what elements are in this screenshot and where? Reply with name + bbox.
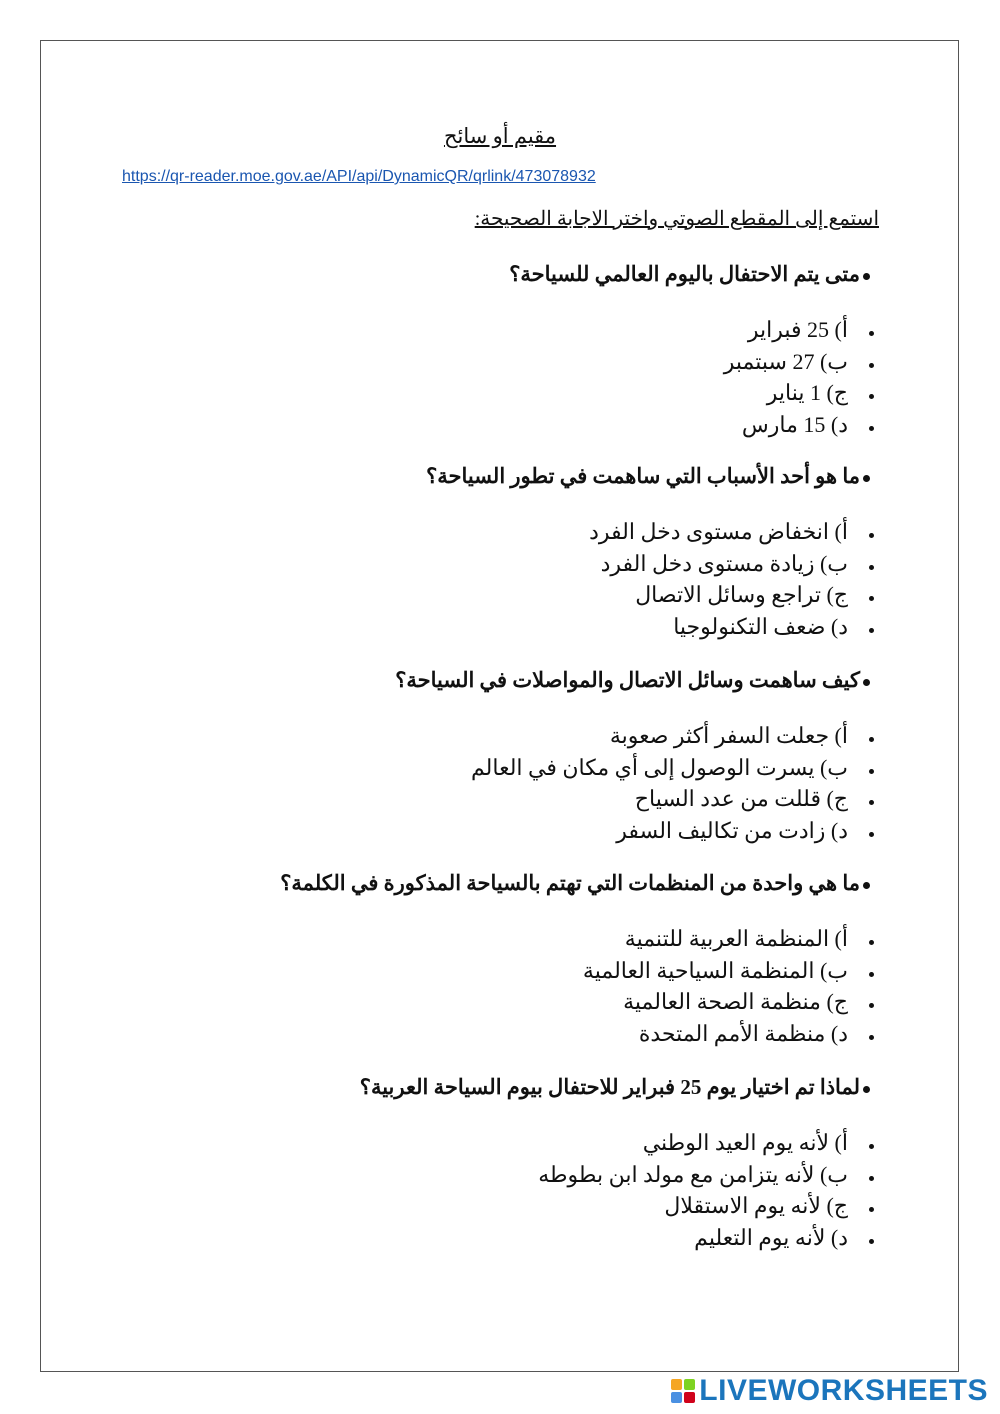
question-5: لماذا تم اختيار يوم 25 فبراير للاحتفال بيوم السياحة العربية؟ xyxy=(360,1075,870,1100)
bullet-icon xyxy=(869,1035,874,1040)
bullet-icon xyxy=(869,596,874,601)
bullet-icon xyxy=(869,972,874,977)
options-list-1 xyxy=(724,314,848,440)
option-5a[interactable]: أ) لأنه يوم العيد الوطني xyxy=(538,1127,848,1159)
bullet-icon xyxy=(869,394,874,399)
liveworksheets-logo xyxy=(671,1374,988,1408)
options-list-4 xyxy=(583,923,848,1049)
option-2d[interactable]: د) ضعف التكنولوجيا xyxy=(589,611,848,643)
bullet-icon xyxy=(869,1144,874,1149)
option-4b[interactable]: ب) المنظمة السياحية العالمية xyxy=(583,955,848,987)
option-2a[interactable]: أ) انخفاض مستوى دخل الفرد xyxy=(589,516,848,548)
worksheet-title: مقيم أو سائح xyxy=(443,124,557,148)
bullet-icon xyxy=(869,1003,874,1008)
bullet-icon xyxy=(863,679,870,686)
option-3b[interactable]: ب) يسرت الوصول إلى أي مكان في العالم xyxy=(471,752,848,784)
question-1: متى يتم الاحتفال باليوم العالمي للسياحة؟ xyxy=(509,262,870,287)
option-2b[interactable]: ب) زيادة مستوى دخل الفرد xyxy=(589,548,848,580)
option-4d[interactable]: د) منظمة الأمم المتحدة xyxy=(583,1018,848,1050)
option-2c[interactable]: ج) تراجع وسائل الاتصال xyxy=(589,579,848,611)
option-1d[interactable]: د) 15 مارس xyxy=(724,409,848,441)
bullet-icon xyxy=(863,273,870,280)
option-3c[interactable]: ج) قللت من عدد السياح xyxy=(471,783,848,815)
bullet-icon xyxy=(869,533,874,538)
options-list-3 xyxy=(471,720,848,846)
bullet-icon xyxy=(869,940,874,945)
bullet-icon xyxy=(869,1239,874,1244)
logo-squares-icon xyxy=(671,1379,695,1403)
bullet-icon xyxy=(869,331,874,336)
bullet-icon xyxy=(863,475,870,482)
bullet-icon xyxy=(869,1207,874,1212)
instruction-text: استمع إلى المقطع الصوتي واختر الاجابة الصحيحة: xyxy=(474,208,879,230)
bullet-icon xyxy=(863,1086,870,1093)
option-1b[interactable]: ب) 27 سبتمبر xyxy=(724,346,848,378)
option-4c[interactable]: ج) منظمة الصحة العالمية xyxy=(583,986,848,1018)
question-4: ما هي واحدة من المنظمات التي تهتم بالسياحة المذكورة في الكلمة؟ xyxy=(280,871,870,896)
option-3d[interactable]: د) زادت من تكاليف السفر xyxy=(471,815,848,847)
bullet-icon xyxy=(869,1176,874,1181)
bullet-icon xyxy=(869,769,874,774)
option-5b[interactable]: ب) لأنه يتزامن مع مولد ابن بطوطه xyxy=(538,1159,848,1191)
audio-link[interactable]: https://qr-reader.moe.gov.ae/API/api/DynamicQR/qrlink/473078932 xyxy=(122,168,596,185)
option-1c[interactable]: ج) 1 يناير xyxy=(724,377,848,409)
question-2: ما هو أحد الأسباب التي ساهمت في تطور السياحة؟ xyxy=(426,464,870,489)
bullet-icon xyxy=(869,800,874,805)
bullet-icon xyxy=(869,426,874,431)
option-5d[interactable]: د) لأنه يوم التعليم xyxy=(538,1222,848,1254)
options-list-5 xyxy=(538,1127,848,1253)
bullet-icon xyxy=(869,628,874,633)
bullet-icon xyxy=(869,737,874,742)
bullet-icon xyxy=(863,882,870,889)
bullet-icon xyxy=(869,832,874,837)
option-4a[interactable]: أ) المنظمة العربية للتنمية xyxy=(583,923,848,955)
option-1a[interactable]: أ) 25 فبراير xyxy=(724,314,848,346)
bullet-icon xyxy=(869,363,874,368)
options-list-2 xyxy=(589,516,848,642)
bullet-icon xyxy=(869,565,874,570)
question-3: كيف ساهمت وسائل الاتصال والمواصلات في السياحة؟ xyxy=(395,668,870,693)
option-5c[interactable]: ج) لأنه يوم الاستقلال xyxy=(538,1190,848,1222)
logo-text: LIVEWORKSHEETS xyxy=(699,1374,988,1407)
option-3a[interactable]: أ) جعلت السفر أكثر صعوبة xyxy=(471,720,848,752)
